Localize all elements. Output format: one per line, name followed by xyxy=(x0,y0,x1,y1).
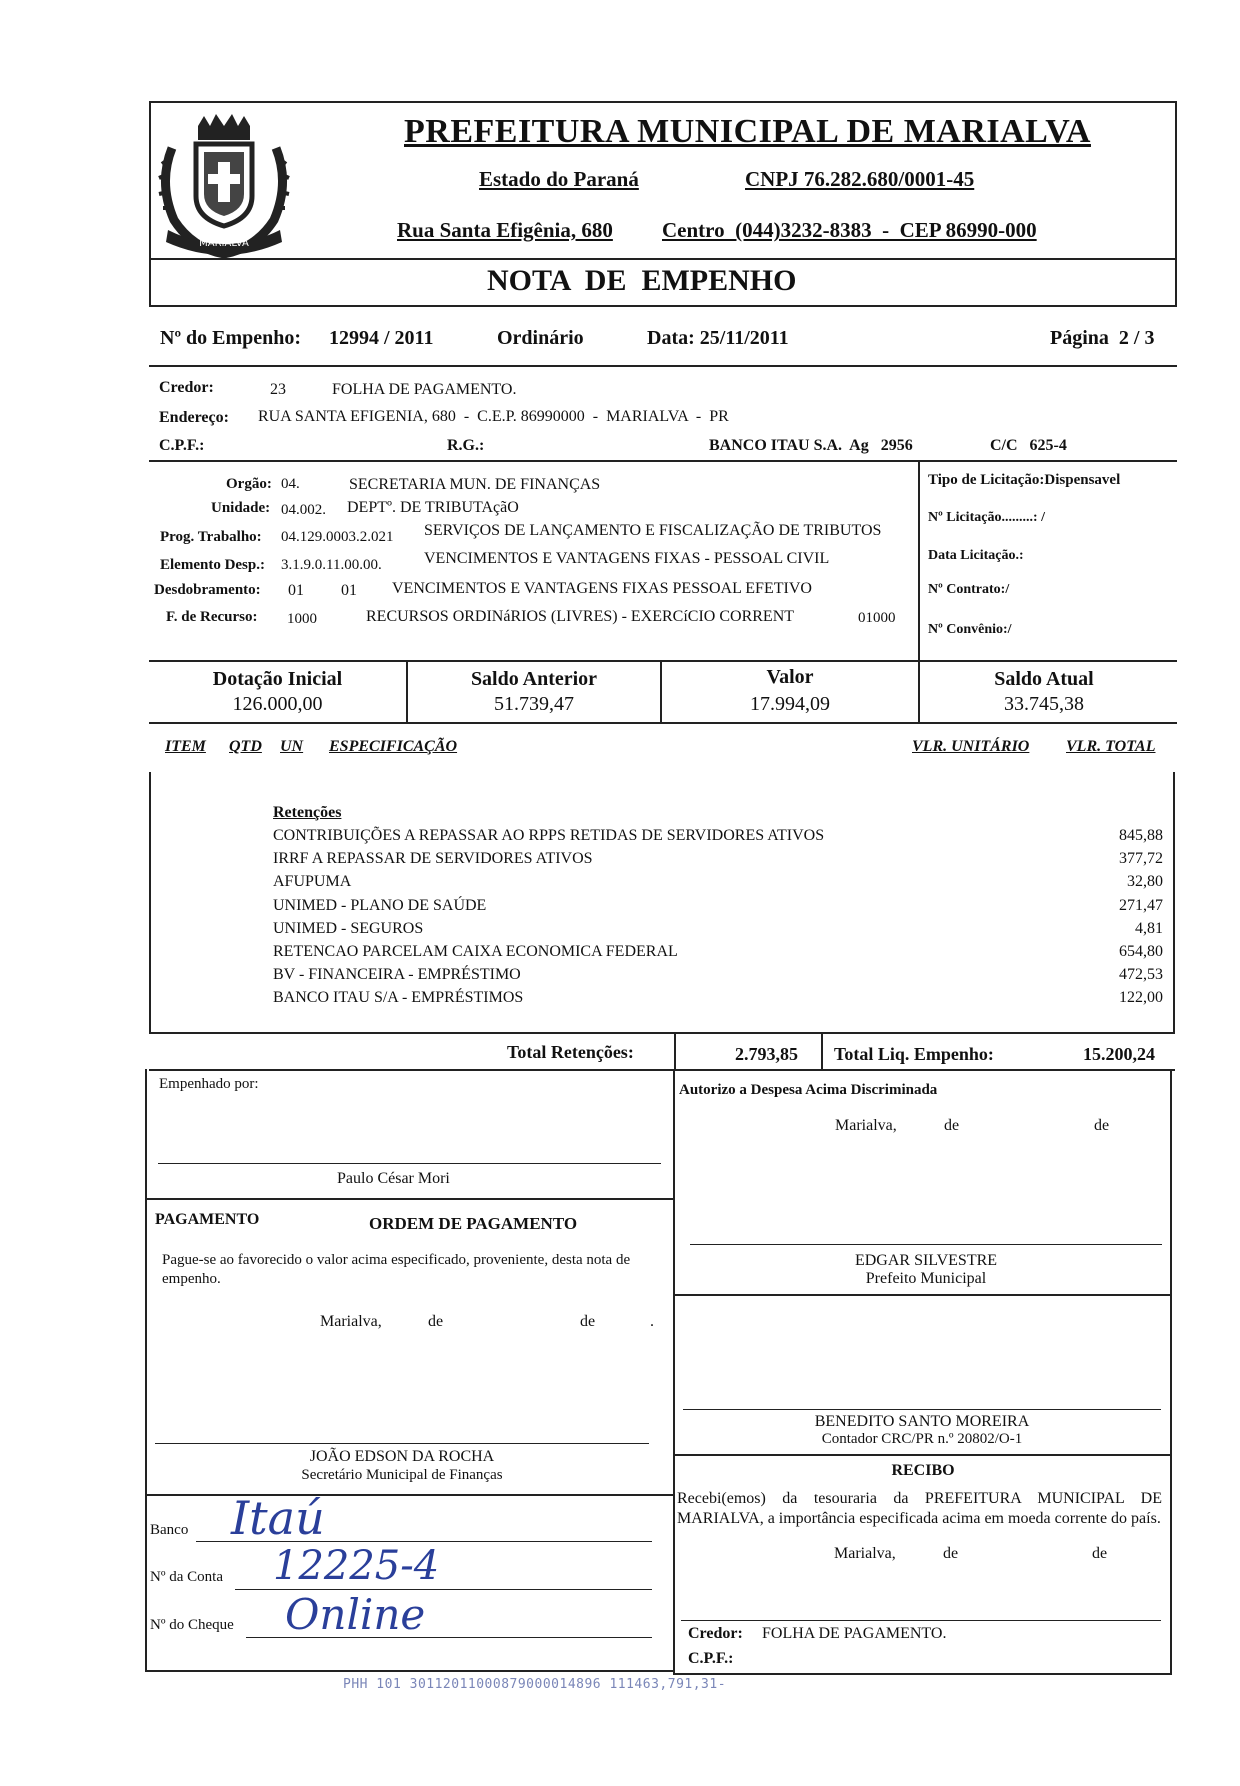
prog-label: Prog. Trabalho: xyxy=(160,529,262,545)
col-item: ITEM xyxy=(165,738,206,755)
unidade-code: 04.002. xyxy=(281,502,326,518)
orgao-desc: SECRETARIA MUN. DE FINANÇAS xyxy=(349,476,601,493)
prog-code: 04.129.0003.2.021 xyxy=(281,529,394,545)
bank-info: BANCO ITAU S.A. Ag 2956 xyxy=(709,437,913,454)
pague-text: Pague-se ao favorecido o valor acima especificado, proveniente, desta nota de empenho. xyxy=(162,1252,631,1287)
header-address: Rua Santa Efigênia, 680 xyxy=(397,218,613,242)
credor-name: FOLHA DE PAGAMENTO. xyxy=(332,381,517,398)
divider xyxy=(147,1494,673,1496)
svg-text:MARIALVA: MARIALVA xyxy=(199,238,249,249)
header-divider xyxy=(149,258,1177,260)
signer-joao-role: Secretário Municipal de Finanças xyxy=(301,1467,503,1483)
dotacao-inicial-label: Dotação Inicial xyxy=(212,668,343,690)
autorizo-label: Autorizo a Despesa Acima Discriminada xyxy=(679,1082,938,1098)
saldo-anterior-value: 51.739,47 xyxy=(494,693,574,715)
saldos-bottom-line xyxy=(149,722,1177,724)
marialva-date-label: Marialva, xyxy=(835,1117,897,1134)
retencao-desc: UNIMED - SEGUROS xyxy=(273,919,424,937)
header-district-phone: Centro (044)3232-8383 - CEP 86990-000 xyxy=(662,218,1037,242)
col-vlr-total: VLR. TOTAL xyxy=(1066,738,1156,755)
totals-divider xyxy=(821,1032,823,1071)
signer-joao: JOÃO EDSON DA ROCHA xyxy=(309,1448,495,1465)
date-de: de xyxy=(944,1117,960,1134)
valor-value: 17.994,09 xyxy=(750,693,830,715)
orgao-label: Orgão: xyxy=(226,476,272,492)
saldo-anterior-label: Saldo Anterior xyxy=(470,668,598,690)
retencao-row xyxy=(273,894,1163,917)
bottom-border-right xyxy=(673,1673,1172,1675)
empenho-type: Ordinário xyxy=(497,327,584,349)
date-dot: . xyxy=(650,1313,654,1330)
banco-label: Banco xyxy=(150,1522,189,1538)
retencao-row xyxy=(273,824,1163,847)
cc-info: C/C 625-4 xyxy=(990,437,1067,454)
col-especificacao: ESPECIFICAÇÃO xyxy=(329,738,458,755)
valor-label: Valor xyxy=(766,666,814,688)
conta-label: Nº da Conta xyxy=(150,1569,223,1585)
retencao-row xyxy=(273,870,1163,893)
retencao-value: 4,81 xyxy=(1135,919,1163,937)
date-de: de xyxy=(1092,1545,1108,1562)
divider xyxy=(147,1198,673,1200)
retencao-desc: IRRF A REPASSAR DE SERVIDORES ATIVOS xyxy=(273,850,593,868)
retencoes-list xyxy=(273,824,1163,1010)
total-retencoes-label: Total Retenções: xyxy=(507,1042,634,1062)
retencao-desc: UNIMED - PLANO DE SAÚDE xyxy=(273,896,487,914)
cpf-label: C.P.F.: xyxy=(159,437,205,454)
header-state: Estado do Paraná xyxy=(479,167,639,191)
date-de: de xyxy=(428,1313,444,1330)
total-retencoes-value: 2.793,85 xyxy=(735,1044,798,1064)
date-de: de xyxy=(1094,1117,1110,1134)
marialva-date-label: Marialva, xyxy=(320,1313,382,1330)
empenho-number-label: Nº do Empenho: xyxy=(160,327,302,349)
page-indicator: Página 2 / 3 xyxy=(1050,327,1155,349)
ordem-pagamento-title: ORDEM DE PAGAMENTO xyxy=(369,1214,578,1233)
bottom-left-border xyxy=(145,1069,147,1671)
elemento-desc: VENCIMENTOS E VANTAGENS FIXAS - PESSOAL CIVIL xyxy=(424,550,830,567)
bottom-border-left xyxy=(145,1670,674,1672)
retencao-row xyxy=(273,963,1163,986)
divider xyxy=(674,1294,1172,1296)
recurso-code: 1000 xyxy=(287,611,317,627)
unidade-desc: DEPTº. DE TRIBUTAçãO xyxy=(347,499,519,516)
retencao-desc: CONTRIBUIÇÕES A REPASSAR AO RPPS RETIDAS DE SERVIDORES ATIVOS xyxy=(273,827,825,844)
header-cnpj: CNPJ 76.282.680/0001-45 xyxy=(745,167,975,191)
divider xyxy=(149,460,1177,462)
signature-line xyxy=(158,1163,661,1164)
empenho-date: Data: 25/11/2011 xyxy=(647,327,789,349)
footer-bank-code: PHH 101 30112011000879000014896 111463,791,31- xyxy=(343,1677,727,1692)
retencao-row xyxy=(273,847,1163,870)
endereco-value: RUA SANTA EFIGENIA, 680 - C.E.P. 86990000 - MARIALVA - PR xyxy=(258,408,729,425)
items-right-border xyxy=(1173,772,1175,1034)
recibo-credor-label: Credor: xyxy=(688,1625,743,1642)
document-title: NOTA DE EMPENHO xyxy=(487,264,797,297)
signer-paulo: Paulo César Mori xyxy=(337,1170,450,1187)
date-de: de xyxy=(580,1313,596,1330)
prefeito-role: Prefeito Municipal xyxy=(865,1270,987,1287)
divider xyxy=(149,365,1177,367)
recurso-code2: 01000 xyxy=(858,610,896,626)
licitacao-convenio: Nº Convênio:/ xyxy=(928,622,1012,637)
cheque-label: Nº do Cheque xyxy=(150,1617,234,1633)
licitacao-numero: Nº Licitação.........: / xyxy=(928,510,1045,525)
totals-bottom-line xyxy=(149,1069,1175,1071)
orgao-code: 04. xyxy=(281,476,300,492)
signature-line xyxy=(690,1244,1162,1245)
licitacao-contrato: Nº Contrato:/ xyxy=(928,582,1010,597)
saldo-atual-label: Saldo Atual xyxy=(994,668,1094,690)
recurso-desc: RECURSOS ORDINáRIOS (LIVRES) - EXERCíCIO CORRENT xyxy=(366,608,795,625)
saldo-atual-value: 33.745,38 xyxy=(1004,693,1084,715)
coat-of-arms-logo xyxy=(152,108,297,260)
signature-line xyxy=(683,1409,1161,1410)
saldos-top-line xyxy=(149,660,1177,662)
header-title: PREFEITURA MUNICIPAL DE MARIALVA xyxy=(404,113,1091,150)
retencao-desc: AFUPUMA xyxy=(273,873,352,891)
unidade-label: Unidade: xyxy=(211,500,271,516)
contador-role: Contador CRC/PR n.º 20802/O-1 xyxy=(821,1431,1023,1447)
recibo-title: RECIBO xyxy=(891,1462,955,1479)
bottom-right-border xyxy=(1170,1069,1172,1675)
desdobramento-code1: 01 xyxy=(288,582,304,599)
total-liq-label: Total Liq. Empenho: xyxy=(834,1044,994,1064)
retencao-row xyxy=(273,986,1163,1009)
contador-name: BENEDITO SANTO MOREIRA xyxy=(814,1413,1030,1430)
recibo-cpf-label: C.P.F.: xyxy=(688,1650,734,1667)
empenhado-por-label: Empenhado por: xyxy=(159,1076,259,1092)
retencao-row xyxy=(273,940,1163,963)
prog-desc: SERVIÇOS DE LANÇAMENTO E FISCALIZAÇÃO DE TRIBUTOS xyxy=(424,522,882,539)
retencao-desc: RETENCAO PARCELAM CAIXA ECONOMICA FEDERAL xyxy=(273,943,678,961)
elemento-code: 3.1.9.0.11.00.00. xyxy=(281,557,382,573)
col-qtd: QTD xyxy=(229,738,262,755)
desdobramento-label: Desdobramento: xyxy=(154,582,261,598)
rg-label: R.G.: xyxy=(447,437,485,454)
totals-divider xyxy=(674,1032,676,1071)
col-un: UN xyxy=(280,738,304,755)
signature-line xyxy=(681,1620,1161,1621)
retencao-desc: BANCO ITAU S/A - EMPRÉSTIMOS xyxy=(273,989,524,1007)
retencao-value: 271,47 xyxy=(1119,896,1163,914)
date-de: de xyxy=(943,1545,959,1562)
credor-code: 23 xyxy=(270,381,286,398)
banco-handwritten: Itaú xyxy=(231,1491,325,1545)
conta-handwritten: 12225-4 xyxy=(273,1543,440,1589)
endereco-label: Endereço: xyxy=(159,409,229,426)
empenho-number: 12994 / 2011 xyxy=(329,327,434,349)
cheque-handwritten: Online xyxy=(285,1590,426,1639)
budget-vertical-divider xyxy=(918,462,920,662)
desdobramento-desc: VENCIMENTOS E VANTAGENS FIXAS PESSOAL EFETIVO xyxy=(392,580,812,597)
pagamento-label: PAGAMENTO xyxy=(155,1211,260,1228)
marialva-date-label: Marialva, xyxy=(834,1545,896,1562)
retencao-value: 845,88 xyxy=(1119,827,1163,844)
retencao-value: 654,80 xyxy=(1119,943,1163,961)
totals-top-line xyxy=(149,1032,1175,1034)
retencao-value: 472,53 xyxy=(1119,966,1163,984)
prefeito-name: EDGAR SILVESTRE xyxy=(854,1252,998,1269)
dotacao-inicial-value: 126.000,00 xyxy=(232,693,323,715)
retencao-value: 122,00 xyxy=(1119,989,1163,1007)
col-vlr-unitario: VLR. UNITÁRIO xyxy=(912,738,1030,755)
recibo-text: Recebi(emos) da tesouraria da PREFEITURA MUNICIPAL DE MARIALVA, a importância especificada acima em moeda corrente do país. xyxy=(677,1490,1162,1527)
retencao-desc: BV - FINANCEIRA - EMPRÉSTIMO xyxy=(273,966,521,984)
retencao-value: 32,80 xyxy=(1127,873,1163,891)
retencao-row xyxy=(273,917,1163,940)
divider xyxy=(674,1454,1172,1456)
retencoes-title: Retenções xyxy=(273,804,342,821)
recurso-label: F. de Recurso: xyxy=(166,609,258,625)
recibo-credor-name: FOLHA DE PAGAMENTO. xyxy=(762,1625,947,1642)
retencao-value: 377,72 xyxy=(1119,850,1163,868)
items-left-border xyxy=(149,772,151,1034)
licitacao-data: Data Licitação.: xyxy=(928,548,1024,563)
desdobramento-code2: 01 xyxy=(341,582,357,599)
signature-line xyxy=(155,1443,649,1444)
bottom-middle-divider xyxy=(673,1069,675,1674)
total-liq-value: 15.200,24 xyxy=(1083,1044,1155,1064)
credor-label: Credor: xyxy=(159,379,214,396)
licitacao-tipo: Tipo de Licitação:Dispensavel xyxy=(928,472,1121,488)
elemento-label: Elemento Desp.: xyxy=(160,557,265,573)
